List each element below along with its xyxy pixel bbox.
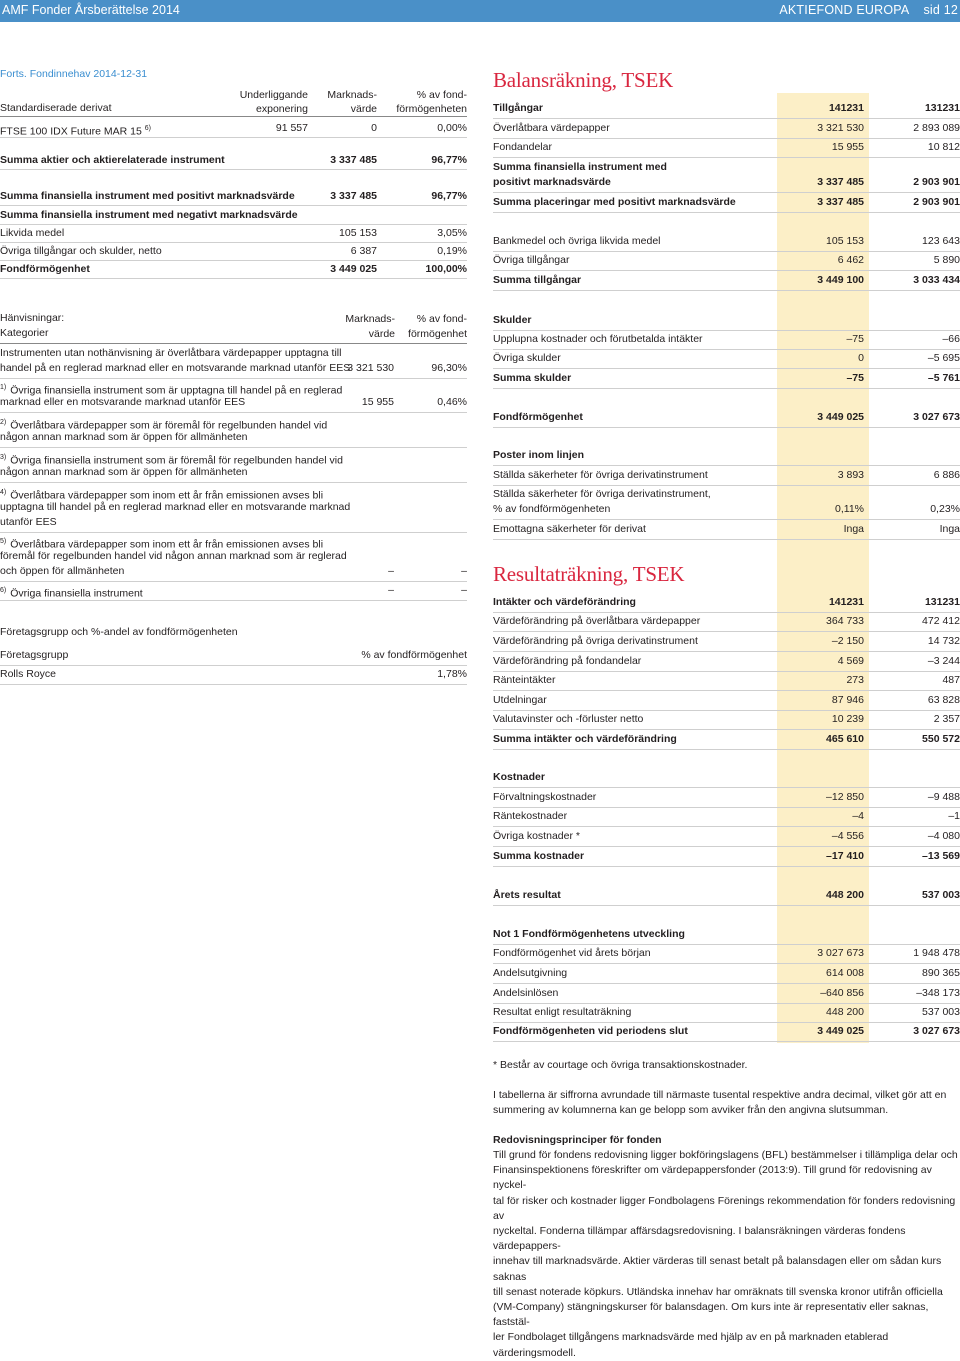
reference-item: $^{4)}$ Överlåtbara värdepapper som inom ett år från emissionen avses bli upptagna till handel på en reglerad marknad eller en motsvarande marknad utanför EES — [0, 485, 467, 533]
footnote-star: * Består av courtage och övriga transaktionskostnader. — [493, 1059, 748, 1071]
reference-item: $^{6)}$ Övriga finansiella instrument – – — [0, 584, 467, 600]
col-pct-header: % av fond- förmögenheten — [396, 89, 467, 115]
statement-row: Värdeförändring på övriga derivatinstrument –2 150 14 732 — [493, 634, 960, 652]
statement-row: Kostnader — [493, 770, 960, 788]
statement-row: Fondandelar 15 955 10 812 — [493, 140, 960, 158]
statement-row: Ställda säkerheter för övriga derivatinstrument 3 893 6 886 — [493, 468, 960, 486]
statement-row: Fondförmögenhet vid årets början 3 027 673 1 948 478 — [493, 946, 960, 964]
col-underlying-header: Underliggande exponering — [239, 89, 308, 115]
other-assets-row: Övriga tillgångar och skulder, netto 6 387 0,19% — [0, 243, 467, 261]
statement-row: Not 1 Fondförmögenhetens utveckling — [493, 927, 960, 945]
statement-row: Upplupna kostnader och förutbetalda intäkter –75 –66 — [493, 332, 960, 350]
holdings-cont-label: Forts. Fondinnehav 2014-12-31 — [0, 68, 148, 80]
statement-row: Summa finansiella instrument med positivt marknadsvärde 3 337 485 2 903 901 — [493, 160, 960, 193]
derivatives-section-label: Standardiserade derivat — [0, 102, 112, 114]
reference-item: $^{2)}$ Överlåtbara värdepapper som är föremål för regelbunden handel vid någon annan marknad som är öppen för allmänheten — [0, 415, 467, 448]
statement-row: Årets resultat 448 200 537 003 — [493, 888, 960, 906]
ref-col-market: Marknads- värde — [345, 313, 395, 340]
group-title: Företagsgrupp och %-andel av fondförmögenheten — [0, 626, 238, 638]
statement-row: Poster inom linjen — [493, 448, 960, 466]
policy-text: Till grund för fondens redovisning ligger bokföringslagens (BFL) bestämmelser i tillämpliga delar och Finansinspektionens föreskrifter om värdepappersfonder (2013:9). Till grund för redovisning av nyckel- tal för risker och kostnader ligger Fondbolagens Förenings rekommendation för fonders redovisning av nyckeltal. Fonderna tillämpar affärsdagsredovisning. I balansräkningen värderas fondens värdepappers- innehav till marknadsvärde. Aktier värderas till senast betalt på balansdagen eller om sådan kurs saknas till senast noterade köpkurs. Utländska innehav har omräknats till svenska kronor utifrån officiella (VM-Company) stängningskurser för balansdagen. Om kurs inte är representativ eller saknas, faststäl- ler Fondbolaget tillgångens marknadsvärde med hjälp av en på marknaden etablerad värderingsmodell. — [493, 1149, 958, 1359]
divider — [0, 116, 467, 117]
statement-row: Valutavinster och -förluster netto 10 239 2 357 — [493, 712, 960, 730]
col-market-header: Marknads- värde — [327, 89, 377, 115]
statement-row: Fondförmögenhet 3 449 025 3 027 673 — [493, 410, 960, 428]
statement-row: Värdeförändring på fondandelar 4 569 –3 244 — [493, 654, 960, 672]
statement-row: Räntekostnader –4 –1 — [493, 809, 960, 827]
statement-row: Övriga skulder 0 –5 695 — [493, 351, 960, 369]
header-right — [765, 3, 958, 17]
references-title: Hänvisningar: — [0, 312, 65, 324]
statement-row: Utdelningar 87 946 63 828 — [493, 693, 960, 711]
sum-positive-row: Summa finansiella instrument med positivt marknadsvärde 3 337 485 96,77% — [0, 188, 467, 206]
statement-row: Summa skulder –75 –5 761 — [493, 371, 960, 389]
statement-row: Övriga tillgångar 6 462 5 890 — [493, 253, 960, 271]
statement-row: Summa placeringar med positivt marknadsvärde 3 337 485 2 903 901 — [493, 195, 960, 213]
categories-label: Kategorier — [0, 327, 49, 339]
nav-row: Fondförmögenhet 3 449 025 100,00% — [0, 261, 467, 279]
policy-title: Redovisningsprinciper för fonden — [493, 1134, 662, 1146]
statement-row: Summa kostnader –17 410 –13 569 — [493, 849, 960, 867]
section-name: AKTIEFOND EUROPA — [779, 3, 910, 17]
statement-row: Bankmedel och övriga likvida medel 105 153 123 643 — [493, 234, 960, 252]
cash-row: Likvida medel 105 153 3,05% — [0, 225, 467, 243]
statement-row: Andelsinlösen –640 856 –348 173 — [493, 986, 960, 1004]
reference-item: $^{3)}$ Övriga finansiella instrument som är föremål för regelbunden handel vid någon annan marknad som är öppen för allmänheten — [0, 450, 467, 483]
statement-row: Resultat enligt resultaträkning 448 200 537 003 — [493, 1005, 960, 1023]
statement-row: Skulder — [493, 313, 960, 331]
statement-row: Ställda säkerheter för övriga derivatinstrument, % av fondförmögenheten 0,11% 0,23% — [493, 487, 960, 520]
reference-item: $^{5)}$ Överlåtbara värdepapper som inom ett år från emissionen avses bli föremål för regelbunden handel vid någon annan marknad som är reglerad och öppen för allmänheten – – — [0, 534, 467, 582]
statement-row: Överlåtbara värdepapper 3 321 530 2 893 089 — [493, 121, 960, 139]
statement-row: Övriga kostnader * –4 556 –4 080 — [493, 829, 960, 847]
statement-row: Förvaltningskostnader –12 850 –9 488 — [493, 790, 960, 808]
sum-shares-row: Summa aktier och aktierelaterade instrument 3 337 485 96,77% — [0, 152, 467, 170]
sum-negative-row: Summa finansiella instrument med negativt marknadsvärde — [0, 207, 467, 225]
statement-row: Fondförmögenheten vid periodens slut 3 449 025 3 027 673 — [493, 1024, 960, 1042]
statement-row: Summa intäkter och värdeförändring 465 610 550 572 — [493, 732, 960, 750]
page-header — [0, 0, 960, 22]
statement-row: Summa tillgångar 3 449 100 3 033 434 — [493, 273, 960, 291]
statement-row: Tillgångar 141231 131231 — [493, 101, 960, 119]
footnote-rounding: I tabellerna är siffrorna avrundade till närmaste tusental respektive andra decimal, vilket gör att en summering av kolumnerna kan ge belopp som avviker från den angivna slutsumman. — [493, 1089, 947, 1117]
divider — [0, 343, 467, 344]
statement-row: Ränteintäkter 273 487 — [493, 673, 960, 691]
statement-row: Emottagna säkerheter för derivat Inga Inga — [493, 522, 960, 540]
statement-row: Andelsutgivning 614 008 890 365 — [493, 966, 960, 984]
income-title: Resultaträkning, TSEK — [493, 562, 685, 586]
report-title: AMF Fonder Årsberättelse 2014 — [2, 3, 180, 17]
statement-row: Värdeförändring på överlåtbara värdepapper 364 733 472 412 — [493, 614, 960, 632]
reference-item: Instrumenten utan nothänvisning är överlåtbara värdepapper upptagna till handel på en reglerad marknad eller en motsvarande marknad utanför EES 3 321 530 96,30% — [0, 346, 467, 379]
holding-row-ftse: FTSE 100 IDX Future MAR 15 $^{6)}$ 91 557 0 0,00% — [0, 122, 467, 138]
ref-col-pct: % av fond- förmögenhet — [408, 313, 467, 340]
statement-row: Intäkter och värdeförändring 141231 131231 — [493, 595, 960, 613]
balance-title: Balansräkning, TSEK — [493, 68, 674, 92]
group-row: Rolls Royce 1,78% — [0, 667, 467, 685]
page-number: sid 12 — [923, 3, 958, 17]
group-header-row: Företagsgrupp % av fondförmögenhet — [0, 648, 467, 666]
reference-item: $^{1)}$ Övriga finansiella instrument som är upptagna till handel på en reglerad marknad eller en motsvarande marknad utanför EES 15 955 0,46% — [0, 380, 467, 413]
